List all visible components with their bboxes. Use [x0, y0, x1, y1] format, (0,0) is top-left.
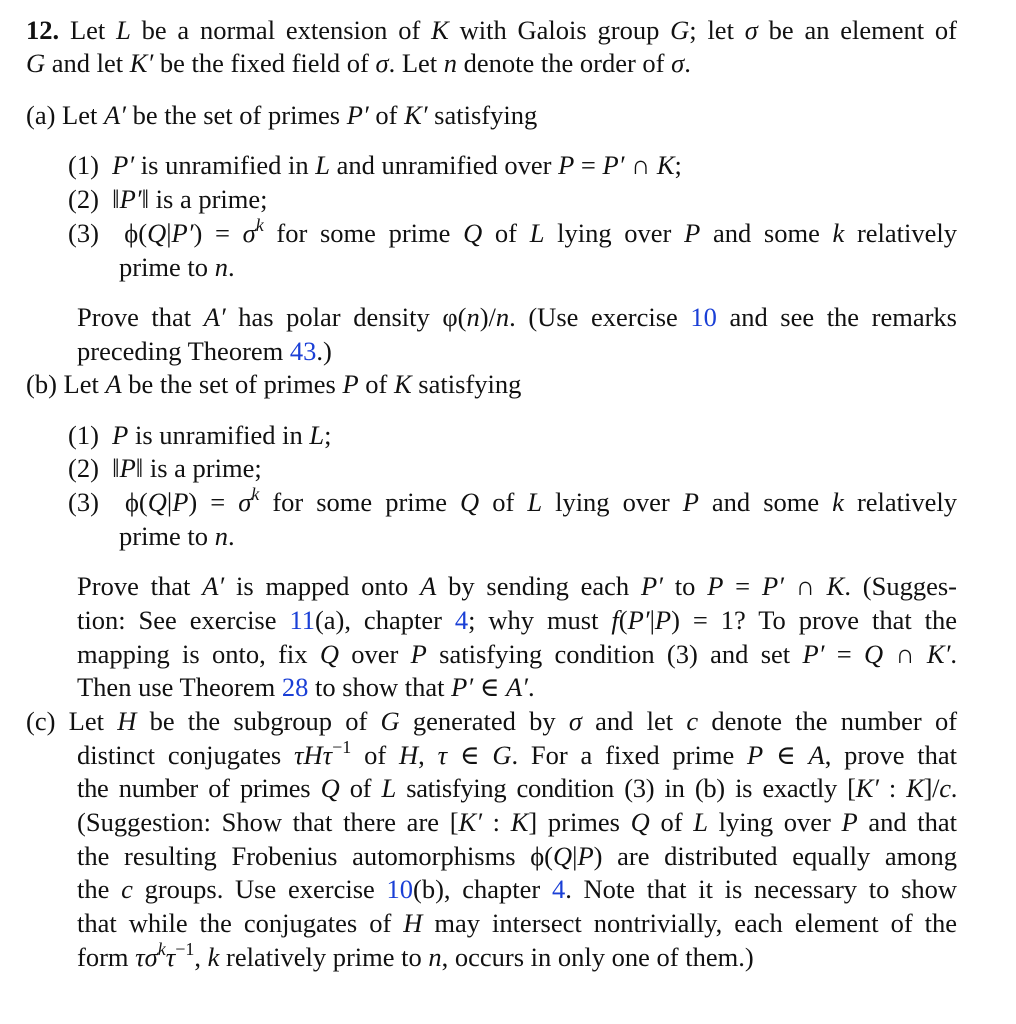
part-b-condition-1: (1) P is unramified in L; — [68, 420, 332, 450]
part-c-label: (c) — [26, 706, 56, 736]
part-a-lead: (a) Let A′ be the set of primes P′ of K′ satisfying — [26, 100, 538, 130]
part-a-label: (a) — [26, 100, 56, 130]
part-c-line-3: the number of primes Q of L satisfying condition (3) in (b) is exactly [K′ : K]/c. — [77, 773, 958, 803]
part-b-condition-2: (2) ‖P‖ is a prime; — [68, 453, 262, 483]
part-c-line-8: form $\tau\sigma^k\tau^{-1}$, k relatively prime to n, occurs in only one of them.) — [77, 939, 754, 972]
part-b-condition-3: (3) $\phi(Q|P) = \sigma^k$ for some prime Q of L lying over P and some k relatively — [68, 484, 958, 517]
exercise-number: 12. — [26, 15, 60, 45]
part-b-prove-line-1: Prove that A′ is mapped onto A by sending each P′ to P = P′ ∩ K. (Sugges- — [77, 571, 958, 601]
part-a-condition-3: (3) $\phi(Q|P') = \sigma^k$ for some prime Q of L lying over P and some k relatively — [68, 215, 958, 248]
part-c-line-6: the c groups. Use exercise 10(b), chapter 4. Note that it is necessary to show — [77, 874, 958, 904]
part-a-condition-3-cont: prime to n. — [119, 252, 235, 282]
part-b-prove-line-3: mapping is onto, fix Q over P satisfying condition (3) and set P′ = Q ∩ K′. — [77, 639, 958, 669]
part-c-line-4: (Suggestion: Show that there are [K′ : K] primes Q of L lying over P and that — [77, 807, 958, 837]
intro-line-2: G and let K′ be the fixed field of σ. Let n denote the order of σ. — [26, 48, 691, 78]
part-a-prove-line-1: Prove that A′ has polar density φ(n)/n. (Use exercise 10 and see the remarks — [77, 302, 957, 332]
intro-line-1: 12. Let L be a normal extension of K with Galois group G; let σ be an element of — [26, 15, 958, 45]
part-a-condition-2: (2) ‖P′‖ is a prime; — [68, 184, 268, 214]
part-a-prove-line-2: preceding Theorem 43.) — [77, 336, 332, 366]
part-b-prove-line-4: Then use Theorem 28 to show that P′ ∈ A′. — [77, 672, 535, 702]
part-b-condition-3-cont: prime to n. — [119, 521, 235, 551]
link-exercise-10[interactable]: 10 — [690, 302, 717, 332]
part-c-line-1: (c) Let H be the subgroup of G generated by σ and let c denote the number of — [26, 706, 958, 736]
link-exercise-11[interactable]: 11 — [289, 605, 315, 635]
link-exercise-10b[interactable]: 10 — [386, 874, 413, 904]
link-chapter-4[interactable]: 4 — [454, 605, 469, 635]
part-c-line-5: the resulting Frobenius automorphisms ϕ(Q|P) are distributed equally among — [77, 841, 957, 871]
part-c-line-7: that while the conjugates of H may intersect nontrivially, each element of the — [77, 908, 957, 938]
part-b-prove-line-2: tion: See exercise 11(a), chapter 4; why must f(P′|P) = 1? To prove that the — [77, 605, 958, 635]
link-theorem-28[interactable]: 28 — [281, 672, 309, 702]
part-a-condition-1: (1) P′ is unramified in L and unramified over P = P′ ∩ K; — [68, 150, 682, 180]
part-b-label: (b) — [26, 369, 57, 399]
part-c-line-2: distinct conjugates τHτ$^{-1}$ of H, τ ∈ G. For a fixed prime P ∈ A, prove that — [77, 737, 958, 770]
link-chapter-4b[interactable]: 4 — [551, 874, 566, 904]
link-theorem-43[interactable]: 43 — [289, 336, 317, 366]
part-b-lead: (b) Let A be the set of primes P of K satisfying — [26, 369, 522, 399]
